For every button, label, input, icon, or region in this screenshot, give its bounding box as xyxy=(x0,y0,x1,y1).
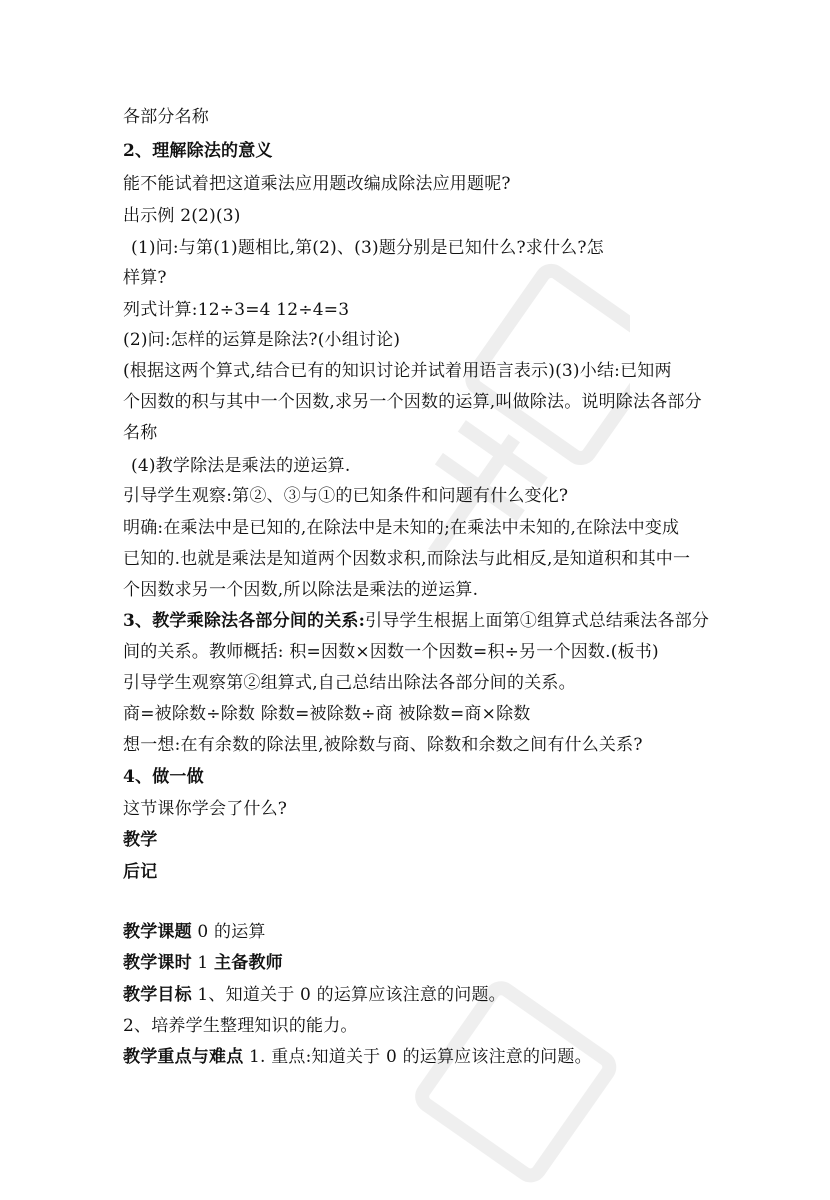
text-line: (根据这两个算式,结合已有的知识讨论并试着用语言表示)(3)小结:已知两 xyxy=(123,361,672,381)
text-line: 明确:在乘法中是已知的,在除法中是未知的;在乘法中未知的,在除法中变成 xyxy=(123,518,680,538)
text-line: 各部分名称 xyxy=(123,107,209,127)
section-heading: 2、理解除法的意义 xyxy=(123,141,273,161)
label-line: 后记 xyxy=(123,862,158,882)
text-line: (1)问:与第(1)题相比,第(2)、(3)题分别是已知什么?求什么?怎 xyxy=(131,238,604,258)
text-line xyxy=(123,922,723,942)
field-value: 1、知道关于 0 的运算应该注意的问题。 xyxy=(191,985,506,1005)
field-value: 0 的运算 xyxy=(191,922,266,942)
text-line: 这节课你学会了什么? xyxy=(123,799,288,819)
section-heading: 3、教学乘除法各部分间的关系: xyxy=(123,611,366,631)
text-line: 列式计算:12÷3=4 12÷4=3 xyxy=(123,300,350,320)
section-heading: 4、做一做 xyxy=(123,767,204,787)
text-line: 引导学生观察:第②、③与①的已知条件和问题有什么变化? xyxy=(123,486,569,506)
text-line: 出示例 2(2)(3) xyxy=(123,206,241,226)
text-line xyxy=(123,611,723,631)
text-line: 间的关系。教师概括: 积=因数×因数一个因数=积÷另一个因数.(板书) xyxy=(123,642,659,662)
text-line: 样算? xyxy=(123,268,167,288)
watermark-icon xyxy=(390,980,630,1200)
field-value: 1. 重点:知道关于 0 的运算应该注意的问题。 xyxy=(243,1047,592,1067)
field-label: 主备教师 xyxy=(214,953,283,973)
text-line xyxy=(123,953,723,973)
text-line: 名称 xyxy=(123,423,158,443)
text-line: 个因数的积与其中一个因数,求另一个因数的运算,叫做除法。说明除法各部分 xyxy=(123,392,702,412)
field-label: 教学课题 xyxy=(123,922,192,942)
text-line xyxy=(123,1047,723,1067)
text-line: 已知的.也就是乘法是知道两个因数求积,而除法与此相反,是知道积和其中一 xyxy=(123,549,691,569)
text-line: 个因数求另一个因数,所以除法是乘法的逆运算. xyxy=(123,580,479,600)
text-line: (2)问:怎样的运算是除法?(小组讨论) xyxy=(123,330,401,350)
text-line: 想一想:在有余数的除法里,被除数与商、除数和余数之间有什么关系? xyxy=(123,735,643,755)
field-label: 教学目标 xyxy=(123,985,192,1005)
field-value: 1 xyxy=(191,953,215,973)
field-label: 教学课时 xyxy=(123,953,192,973)
field-label: 教学重点与难点 xyxy=(123,1047,244,1067)
label-line: 教学 xyxy=(123,830,158,850)
text-line: 引导学生观察第②组算式,自己总结出除法各部分间的关系。 xyxy=(123,673,576,693)
text-line: 2、培养学生整理知识的能力。 xyxy=(123,1016,358,1036)
text-line: (4)教学除法是乘法的逆运算. xyxy=(131,456,351,476)
text-span: 引导学生根据上面第①组算式总结乘法各部分 xyxy=(365,611,710,631)
text-line xyxy=(123,985,723,1005)
text-line: 能不能试着把这道乘法应用题改编成除法应用题呢? xyxy=(123,174,511,194)
text-line: 商=被除数÷除数 除数=被除数÷商 被除数=商×除数 xyxy=(123,704,531,724)
